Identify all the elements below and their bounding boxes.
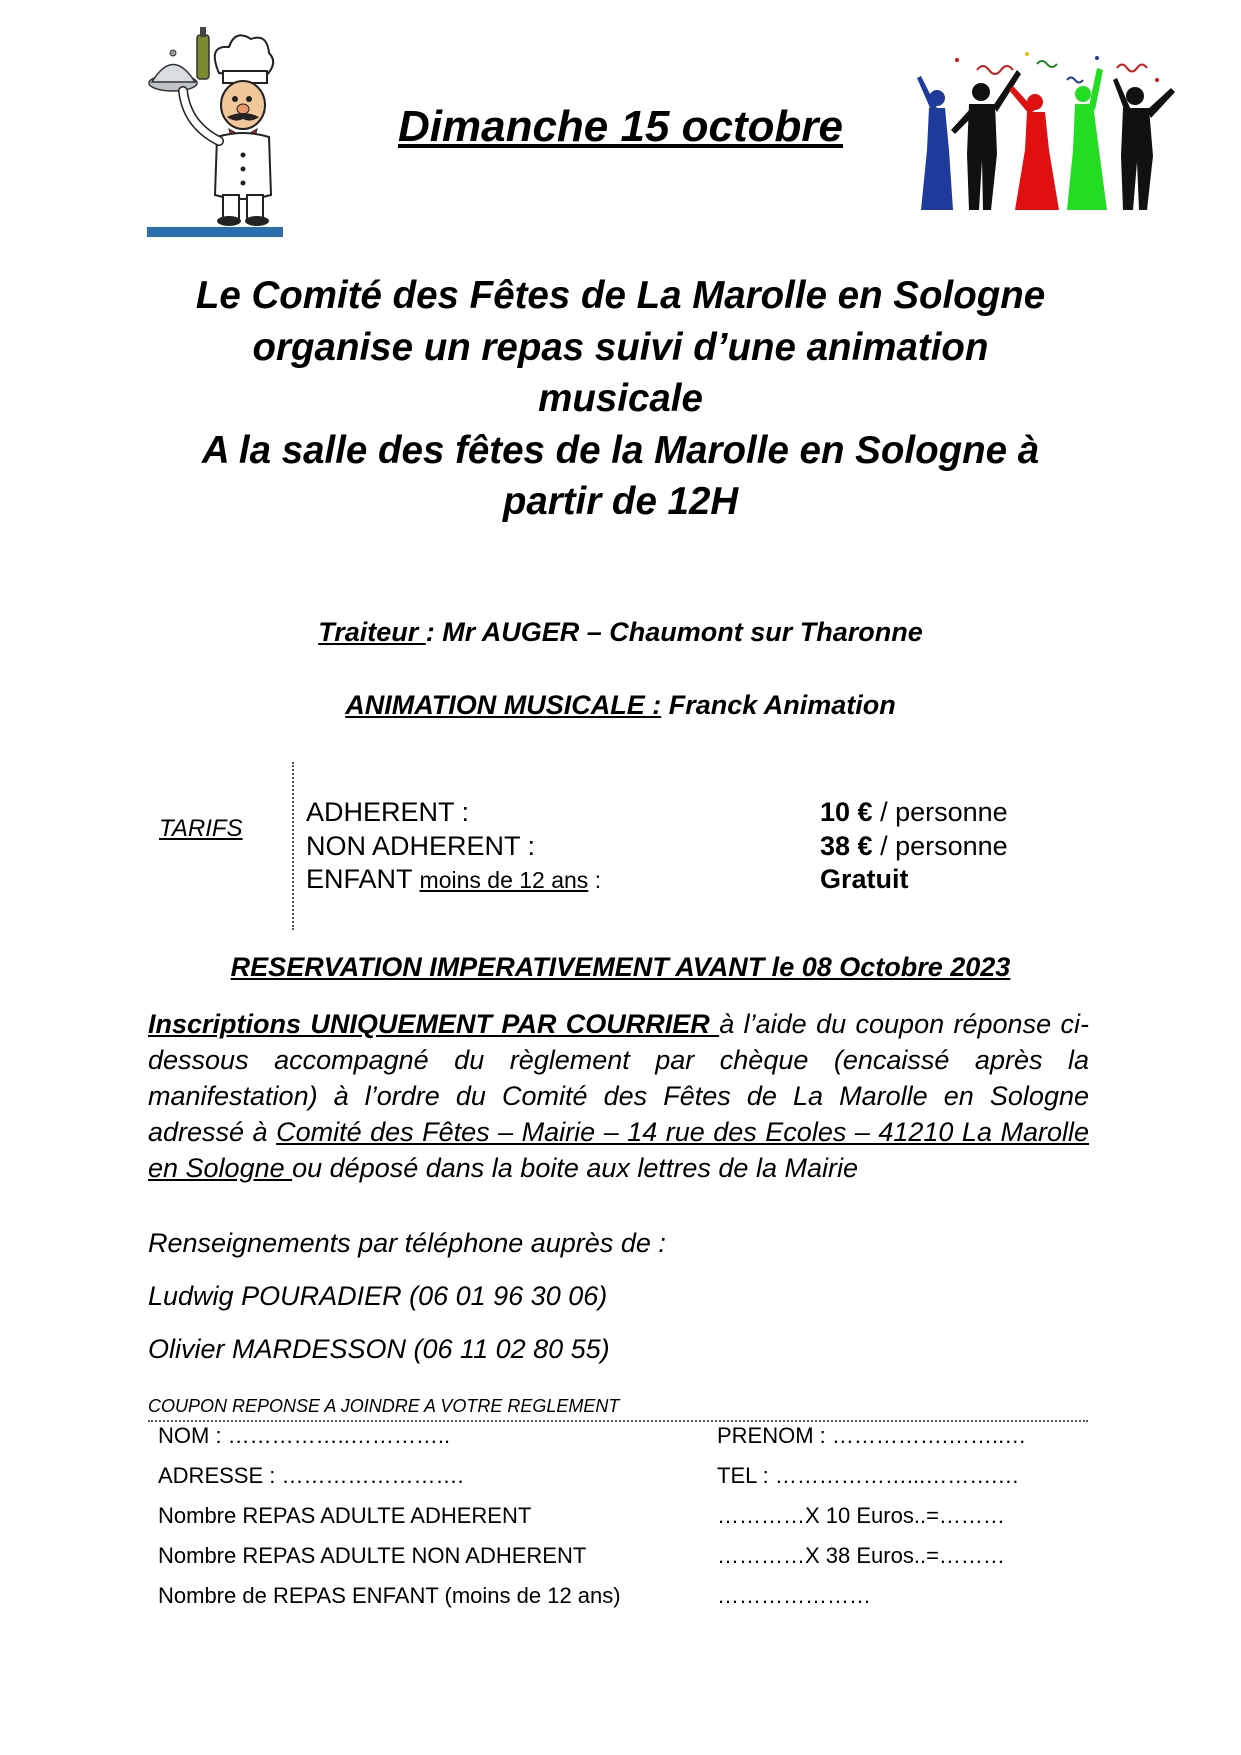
registration-lead: Inscriptions UNIQUEMENT PAR COURRIER: [148, 1009, 720, 1039]
coupon-field-nom: NOM : ……………..…………..: [158, 1423, 451, 1448]
tarif-row-enfant: [306, 864, 1126, 898]
tarif-price: Gratuit: [820, 864, 909, 894]
coupon-field-adult-non-member: Nombre REPAS ADULTE NON ADHERENT: [158, 1543, 587, 1568]
music-value: Franck Animation: [661, 690, 896, 720]
caterer-label: Traiteur: [318, 617, 426, 647]
coupon-amount-adult-member: …………X 10 Euros..=………: [717, 1503, 1005, 1528]
coupon-row: [158, 1543, 1078, 1573]
tarif-label: ADHERENT :: [306, 797, 470, 827]
tarif-price: 38 € / personne: [820, 831, 1008, 861]
caterer-line: [0, 617, 1241, 648]
registration-instructions: Inscriptions UNIQUEMENT PAR COURRIER à l’aide du coupon réponse ci-dessous accompagné du règlement par chèque (encaissé après la manifestation) à l’ordre du Comité des Fêtes de La Marolle en Sologne adressé à Comité des Fêtes – Mairie – 14 rue des Ecoles – 41210 La Marolle en Sologne ou déposé dans la boite aux lettres de la Mairie: [148, 1009, 1089, 1183]
coupon-row: [158, 1503, 1078, 1533]
tarifs-title: TARIFS: [159, 815, 243, 842]
contact-person: Ludwig POURADIER (06 01 96 30 06): [148, 1281, 608, 1311]
tarif-row-adherent: [306, 797, 1126, 831]
coupon-amount-child: …………………: [717, 1583, 871, 1608]
coupon-row: [158, 1583, 1078, 1613]
music-label: ANIMATION MUSICALE :: [345, 690, 662, 720]
coupon-field-child: Nombre de REPAS ENFANT (moins de 12 ans): [158, 1583, 621, 1608]
caterer-value: : Mr AUGER – Chaumont sur Tharonne: [425, 617, 923, 647]
announcement-line: partir de 12H: [502, 480, 739, 523]
tarif-label: NON ADHERENT :: [306, 831, 536, 861]
tarifs-divider: [292, 762, 294, 930]
reservation-deadline: RESERVATION IMPERATIVEMENT AVANT le 08 Octobre 2023: [230, 952, 1011, 982]
postal-address: Comité des Fêtes – Mairie – 14 rue des Ecoles – 41210 La Marolle en Sologne: [148, 1117, 1089, 1183]
event-announcement: [120, 270, 1121, 528]
tarif-price: 10 € / personne: [820, 797, 1008, 827]
coupon-field-adult-member: Nombre REPAS ADULTE ADHERENT: [158, 1503, 532, 1528]
coupon-row: [158, 1423, 1078, 1453]
music-entertainment-line: [0, 690, 1241, 721]
coupon-field-prenom: PRENOM : …………….……..…: [717, 1423, 1027, 1448]
contact-person: Olivier MARDESSON (06 11 02 80 55): [148, 1334, 610, 1364]
contact-intro: Renseignements par téléphone auprès de :: [148, 1228, 666, 1258]
coupon-amount-adult-non-member: …………X 38 Euros..=………: [717, 1543, 1005, 1568]
announcement-line: organise un repas suivi d’une animation: [252, 325, 989, 369]
coupon-row: [158, 1463, 1078, 1493]
coupon-field-adresse: ADRESSE : …………………….: [158, 1463, 464, 1488]
coupon-title: COUPON REPONSE A JOINDRE A VOTRE REGLEMENT: [148, 1396, 620, 1416]
tarif-row-non-adherent: [306, 831, 1126, 865]
announcement-line: musicale: [538, 377, 703, 420]
announcement-line: Le Comité des Fêtes de La Marolle en Sologne: [195, 274, 1046, 317]
announcement-line: A la salle des fêtes de la Marolle en Sologne à: [201, 428, 1040, 472]
event-date: Dimanche 15 octobre: [397, 102, 844, 151]
tarif-label: ENFANT moins de 12 ans :: [306, 864, 602, 894]
coupon-cut-line: [148, 1420, 1088, 1422]
coupon-field-tel: TEL : ………………...……….…: [717, 1463, 1020, 1488]
